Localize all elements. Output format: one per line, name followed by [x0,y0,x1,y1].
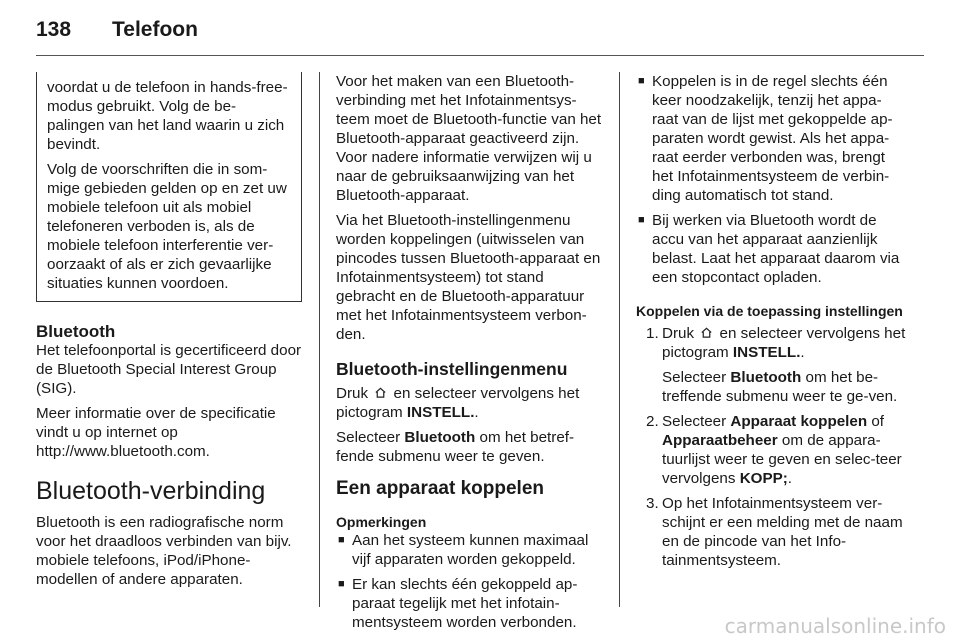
app-pairing-heading: Koppelen via de toepassing instellingen [636,303,903,319]
column-divider-1 [319,72,320,607]
label-instell: INSTELL. [732,344,801,361]
text-select-icon: en selecteer vervolgens het pictogram [662,325,906,361]
text-druk: Druk [336,385,369,402]
settings-menu-heading: Bluetooth-instellingenmenu [336,359,568,379]
bullet-square-icon: ■ [338,534,345,546]
col2-paragraph-2: Via het Bluetooth-instellingenmenu worden koppelingen (uitwisselen van pincodes tussen Bluetooth-apparaat en Infotainmentsysteem) tot stand gebracht en de Bluetooth-apparatuur met het Infotainmentsysteem verbon-den. [336,212,601,343]
header-rule [36,55,924,56]
list-item-text: Er kan slechts één gekoppeld ap-paraat tegelijk met het infotain-mentsysteem worden verbonden. [352,576,578,631]
list-item-text: Bij werken via Bluetooth wordt de accu van het apparaat aanzienlijk belast. Laat het apparaat daarom via een stopcontact opladen. [652,212,900,286]
bullet-square-icon: ■ [638,214,645,226]
warning-box [36,72,302,302]
list-item [636,211,906,287]
column-2 [336,72,604,638]
column-1 [36,72,302,595]
text-selecteer: Selecteer [662,413,727,430]
step-1 [636,324,906,362]
label-bluetooth: Bluetooth [404,429,476,446]
label-bluetooth: Bluetooth [730,369,802,386]
notes-heading: Opmerkingen [336,514,427,530]
bluetooth-heading: Bluetooth [36,322,116,341]
list-item [336,531,604,569]
bluetooth-verbinding-paragraph: Bluetooth is een radiografische norm voor het draadloos verbinden van bijv. mobiele telefoons, iPod/iPhone-modellen of andere apparaten. [36,514,292,588]
list-item [636,72,906,205]
list-item [336,575,604,632]
bluetooth-paragraph-2-text: Meer informatie over de specificatie vindt u op internet op [36,405,276,441]
list-item-text: Koppelen is in de regel slechts één keer noodzakelijk, tenzij het appa-raat van de lijst met gekoppelde ap-paraten wordt gewist. Als het appa-raat eerder verbonden was, brengt het Infotainmentsysteem de verbin-ding automatisch tot stand. [652,73,893,204]
bluetooth-link[interactable]: http://www.bluetooth.com. [36,443,210,460]
text-submenu: om het be-treffende submenu weer te ge-ven. [662,369,898,405]
column-3 [636,72,906,576]
text-of: of [871,413,885,430]
step-3 [636,494,906,570]
text-period: . [800,344,805,361]
step-3-text: Op het Infotainmentsysteem ver-schijnt er een melding met de naam en de pincode van het Info-tainmentsysteem. [662,495,903,569]
col2-paragraph-1: Voor het maken van een Bluetooth-verbinding met het Infotainmentsys-teem moet de Bluetooth-functie van het Bluetooth-apparaat geactiveerd zijn. Voor nadere informatie verwijzen wij u naar de gebruiksaanwijzing van het Bluetooth-apparaat. [336,73,602,204]
text-select-icon: en selecteer vervolgens het pictogram [336,385,580,421]
watermark: carmanualsonline.info [724,614,946,638]
pair-device-heading: Een apparaat koppelen [336,478,545,499]
text-submenu: om het betref-fende submenu weer te geven. [336,429,575,465]
step-2 [636,412,906,488]
step-number: 1. [646,325,659,342]
step-number: 2. [646,413,659,430]
bluetooth-verbinding-heading: Bluetooth-verbinding [36,477,266,505]
page-title: Telefoon [112,18,198,41]
bullet-square-icon: ■ [638,75,645,87]
warning-paragraph-2: Volg de voorschriften die in som-mige gebieden gelden op en zet uw mobiele telefoon uit als mobiel telefoneren verboden is, als de mobiele telefoon interferentie ver-oorzaakt of als er zich gevaarlijke situaties kunnen voordoen. [47,161,287,292]
label-apparaatbeheer: Apparaatbeheer [662,432,778,449]
home-icon [700,326,713,339]
home-icon [374,386,387,399]
text-selecteer: Selecteer [662,369,727,386]
label-apparaat-koppelen: Apparaat koppelen [730,413,868,430]
label-instell: INSTELL. [406,404,475,421]
bullet-square-icon: ■ [338,578,345,590]
text-device-list: om de appara-tuurlijst weer te geven en selec-teer vervolgens [662,432,902,487]
bluetooth-paragraph-2 [36,404,302,461]
step-number: 3. [646,495,659,512]
list-item-text: Aan het systeem kunnen maximaal vijf apparaten worden gekoppeld. [352,532,589,568]
warning-paragraph-1: voordat u de telefoon in hands-free-modus gebruikt. Volg de be-palingen van het land waarin u zich bevindt. [47,79,288,153]
column-divider-2 [619,72,620,607]
text-period: . [474,404,479,421]
label-kopp: KOPP; [739,470,788,487]
bluetooth-paragraph-1: Het telefoonportal is gecertificeerd door de Bluetooth Special Interest Group (SIG). [36,342,302,397]
step-1-sub [636,368,906,406]
page-number: 138 [36,18,72,41]
text-selecteer: Selecteer [336,429,401,446]
settings-menu-paragraph-2 [336,428,604,466]
page-header [36,18,198,48]
settings-menu-paragraph-1 [336,384,604,422]
text-period: . [787,470,793,487]
text-druk: Druk [662,325,695,342]
